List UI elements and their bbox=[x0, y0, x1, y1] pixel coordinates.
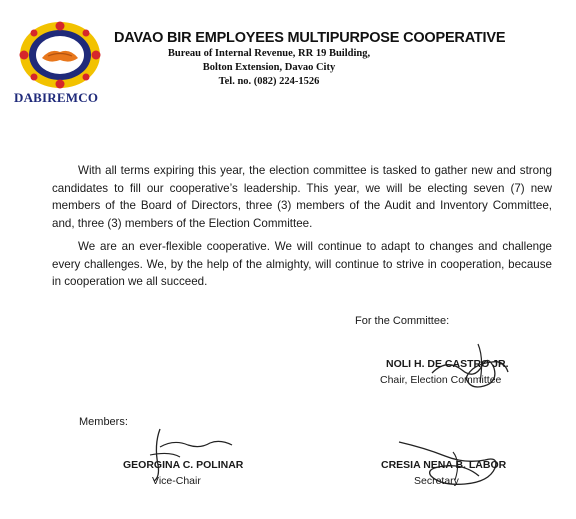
address-line-2: Bolton Extension, Davao City bbox=[202, 62, 336, 73]
secretary-title: Secretary bbox=[414, 475, 459, 487]
organization-name: DAVAO BIR EMPLOYEES MULTIPURPOSE COOPERATIVE bbox=[114, 30, 506, 46]
for-committee-label: For the Committee: bbox=[355, 315, 450, 327]
chair-title: Chair, Election Committee bbox=[380, 374, 502, 386]
address-line-1: Bureau of Internal Revenue, RR 19 Building, bbox=[167, 48, 371, 59]
vice-chair-title: Vice-Chair bbox=[152, 475, 201, 487]
vice-chair-name: GEORGINA C. POLINAR bbox=[123, 459, 244, 471]
members-label: Members: bbox=[79, 416, 128, 428]
phone-number: Tel. no. (082) 224-1526 bbox=[218, 76, 320, 87]
secretary-name: CRESIA NENA B. LABOR bbox=[381, 459, 507, 471]
body-paragraph-1: With all terms expiring this year, the election committee is tasked to gather new and strong candidates to fill our cooperative’s leadership. This year, we will be electing seven (7) new members of the Board of Directors, three (3) members of the Audit and Inventory Committee, and, three (3) members of the Election Committee. bbox=[52, 164, 552, 230]
chair-name: NOLI H. DE CASTRO JR. bbox=[386, 358, 509, 370]
body-paragraph-2: We are an ever-flexible cooperative. We will continue to adapt to changes and challenge every challenges. We, by the help of the almighty, will continue to strive in cooperation, because in cooperation we all succeed. bbox=[52, 240, 552, 288]
cooperative-logo bbox=[14, 18, 106, 92]
logo-text: DABIREMCO bbox=[14, 90, 99, 105]
